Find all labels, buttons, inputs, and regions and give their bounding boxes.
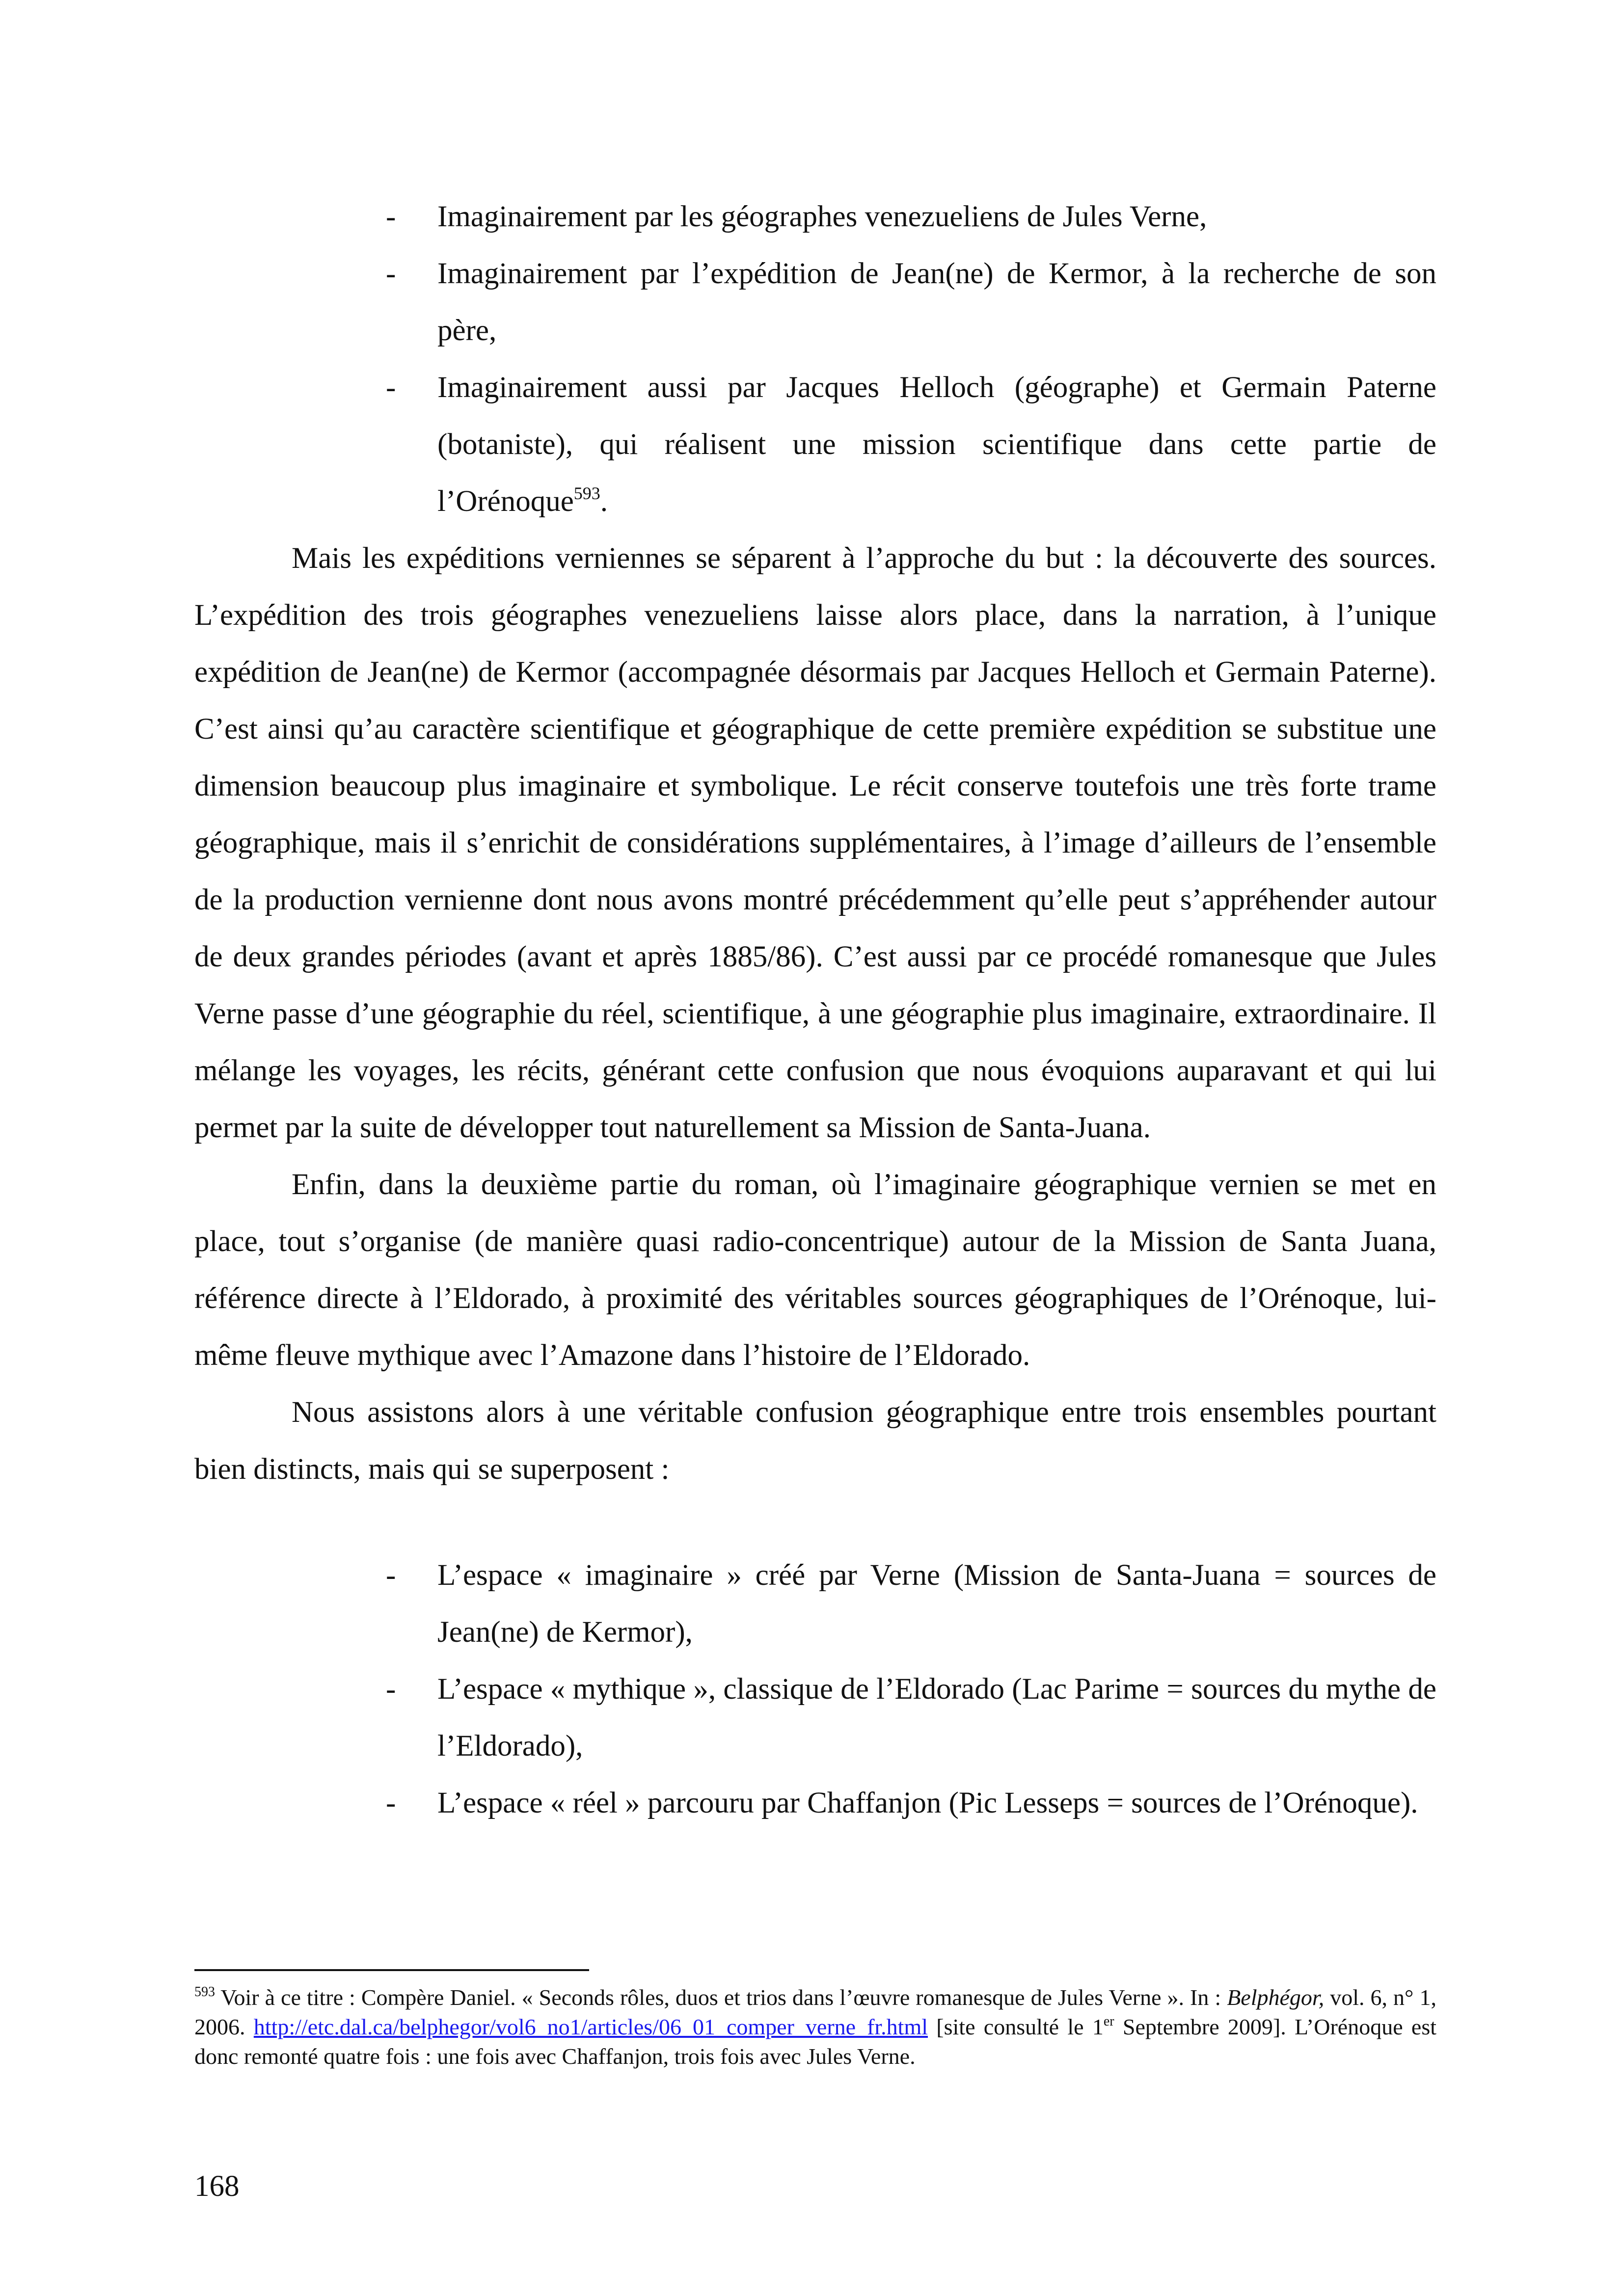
list-dash: - — [386, 371, 396, 404]
list-item-text: Imaginairement par les géographes venezueliens de Jules Verne, — [437, 200, 1207, 233]
footnote-reference: 593 — [573, 483, 600, 503]
footnote-text-part3: [site consulté le 1 — [928, 2014, 1104, 2039]
footnote-journal-title: Belphégor, — [1227, 1985, 1325, 2010]
list-dash: - — [386, 1673, 396, 1706]
list-dash: - — [386, 1787, 396, 1819]
list-dash: - — [386, 200, 396, 233]
footnote-number: 593 — [194, 1984, 215, 2000]
footnote-text-part4: Septembre 2009]. L’Orénoque est donc remonté quatre fois : une fois avec Chaffanjon, trois fois avec Jules Verne. — [194, 2014, 1436, 2069]
footnote-text-part2: vol. 6, n° 1, 2006. — [194, 1985, 1436, 2039]
list-item — [194, 1661, 1436, 1775]
list-item-text: L’espace « imaginaire » créé par Verne (Mission de Santa-Juana = sources de Jean(ne) de Kermor), — [437, 1559, 1436, 1649]
footnote-link[interactable]: http://etc.dal.ca/belphegor/vol6_no1/articles/06_01_comper_verne_fr.html — [253, 2014, 928, 2039]
footnote — [194, 1983, 1436, 2071]
list-dash: - — [386, 1559, 396, 1592]
paragraph: Mais les expéditions verniennes se séparent à l’approche du but : la découverte des sources. L’expédition des trois géographes venezueliens laisse alors place, dans la narration, à l’unique expédition de Jean(ne) de Kermor (accompagnée désormais par Jacques Helloch et Germain Paterne). C’est ainsi qu’au caractère scientifique et géographique de cette première expédition se substitue une dimension beaucoup plus imaginaire et symbolique. Le récit conserve toutefois une très forte trame géographique, mais il s’enrichit de considérations supplémentaires, à l’image d’ailleurs de l’ensemble de la production vernienne dont nous avons montré précédemment qu’elle peut s’appréhender autour de deux grandes périodes (avant et après 1885/86). C’est aussi par ce procédé romanesque que Jules Verne passe d’une géographie du réel, scientifique, à une géographie plus imaginaire, extraordinaire. Il mélange les voyages, les récits, générant cette confusion que nous évoquions auparavant et qui lui permet par la suite de développer tout naturellement sa Mission de Santa-Juana. — [194, 542, 1436, 1144]
body-text — [194, 530, 1436, 1498]
top-bullet-list — [194, 188, 1436, 530]
list-item-text: Imaginairement par l’expédition de Jean(ne) de Kermor, à la recherche de son père, — [437, 257, 1436, 347]
list-item-text: L’espace « mythique », classique de l’Eldorado (Lac Parime = sources du mythe de l’Eldorado), — [437, 1673, 1436, 1762]
footnote-separator — [194, 1969, 589, 1971]
paragraph: Nous assistons alors à une véritable confusion géographique entre trois ensembles pourtant bien distincts, mais qui se superposent : — [194, 1396, 1436, 1486]
page-number: 168 — [194, 2170, 240, 2203]
list-item — [194, 188, 1436, 245]
list-item-text: Imaginairement aussi par Jacques Helloch (géographe) et Germain Paterne (botaniste), qui réalisent une mission scientifique dans cette partie de l’Orénoque — [437, 371, 1436, 518]
footnote-text-part1: Voir à ce titre : Compère Daniel. « Seconds rôles, duos et trios dans l’œuvre romanesque de Jules Verne ». In : — [215, 1985, 1227, 2010]
list-item — [194, 359, 1436, 530]
list-item — [194, 1775, 1436, 1832]
list-item-text: L’espace « réel » parcouru par Chaffanjon (Pic Lesseps = sources de l’Orénoque). — [437, 1787, 1418, 1819]
list-dash: - — [386, 257, 396, 290]
bottom-bullet-list — [194, 1547, 1436, 1832]
list-item-tail: . — [600, 485, 608, 518]
list-item — [194, 245, 1436, 359]
paragraph: Enfin, dans la deuxième partie du roman, où l’imaginaire géographique vernien se met en place, tout s’organise (de manière quasi radio-concentrique) autour de la Mission de Santa Juana, référence directe à l’Eldorado, à proximité des véritables sources géographiques de l’Orénoque, lui-même fleuve mythique avec l’Amazone dans l’histoire de l’Eldorado. — [194, 1168, 1436, 1372]
list-item — [194, 1547, 1436, 1661]
footnote-ordinal-sup: er — [1103, 2014, 1114, 2029]
